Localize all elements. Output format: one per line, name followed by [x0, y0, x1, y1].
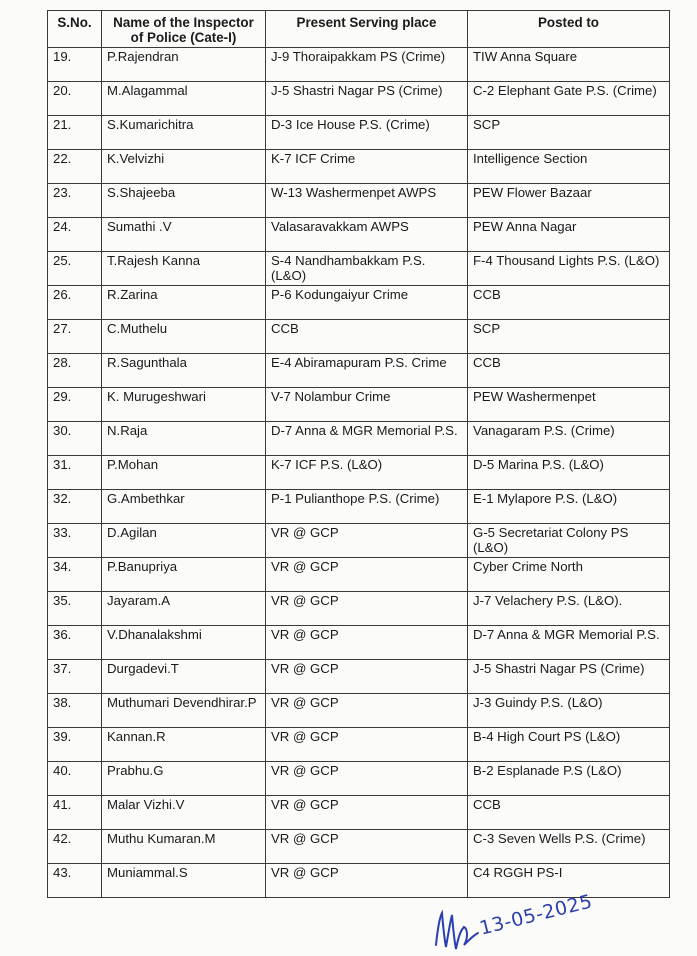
cell-inspector-name: Malar Vizhi.V	[102, 796, 266, 830]
table-row	[48, 388, 670, 422]
table-row	[48, 184, 670, 218]
cell-inspector-name: Muniammal.S	[102, 864, 266, 898]
header-sno: S.No.	[48, 11, 102, 48]
cell-present-place: VR @ GCP	[266, 626, 468, 660]
cell-posted-to: J-5 Shastri Nagar PS (Crime)	[468, 660, 670, 694]
table-row	[48, 524, 670, 558]
cell-sno: 38.	[48, 694, 102, 728]
cell-inspector-name: Sumathi .V	[102, 218, 266, 252]
cell-inspector-name: Muthumari Devendhirar.P	[102, 694, 266, 728]
table-row	[48, 626, 670, 660]
cell-inspector-name: S.Kumarichitra	[102, 116, 266, 150]
transfer-table	[47, 10, 670, 898]
table-row	[48, 660, 670, 694]
cell-inspector-name: T.Rajesh Kanna	[102, 252, 266, 286]
cell-sno: 34.	[48, 558, 102, 592]
cell-sno: 26.	[48, 286, 102, 320]
table-row	[48, 422, 670, 456]
cell-posted-to: C-2 Elephant Gate P.S. (Crime)	[468, 82, 670, 116]
cell-posted-to: C-3 Seven Wells P.S. (Crime)	[468, 830, 670, 864]
cell-inspector-name: G.Ambethkar	[102, 490, 266, 524]
table-row	[48, 558, 670, 592]
cell-posted-to: SCP	[468, 320, 670, 354]
cell-present-place: W-13 Washermenpet AWPS	[266, 184, 468, 218]
cell-present-place: J-9 Thoraipakkam PS (Crime)	[266, 48, 468, 82]
cell-sno: 42.	[48, 830, 102, 864]
table-row	[48, 218, 670, 252]
cell-posted-to: Cyber Crime North	[468, 558, 670, 592]
table-row	[48, 116, 670, 150]
table-row	[48, 490, 670, 524]
cell-present-place: VR @ GCP	[266, 728, 468, 762]
cell-sno: 43.	[48, 864, 102, 898]
cell-posted-to: G-5 Secretariat Colony PS (L&O)	[468, 524, 670, 558]
cell-present-place: VR @ GCP	[266, 592, 468, 626]
cell-inspector-name: V.Dhanalakshmi	[102, 626, 266, 660]
header-posted-to: Posted to	[468, 11, 670, 48]
cell-sno: 25.	[48, 252, 102, 286]
table-row	[48, 864, 670, 898]
cell-present-place: V-7 Nolambur Crime	[266, 388, 468, 422]
cell-posted-to: J-7 Velachery P.S. (L&O).	[468, 592, 670, 626]
table-row	[48, 48, 670, 82]
table-row	[48, 354, 670, 388]
cell-inspector-name: Prabhu.G	[102, 762, 266, 796]
cell-present-place: VR @ GCP	[266, 558, 468, 592]
cell-sno: 30.	[48, 422, 102, 456]
cell-sno: 33.	[48, 524, 102, 558]
cell-posted-to: CCB	[468, 286, 670, 320]
cell-inspector-name: R.Sagunthala	[102, 354, 266, 388]
cell-posted-to: PEW Washermenpet	[468, 388, 670, 422]
cell-present-place: CCB	[266, 320, 468, 354]
cell-posted-to: SCP	[468, 116, 670, 150]
cell-inspector-name: Jayaram.A	[102, 592, 266, 626]
table-row	[48, 252, 670, 286]
table-body	[48, 48, 670, 898]
cell-present-place: K-7 ICF Crime	[266, 150, 468, 184]
cell-posted-to: B-2 Esplanade P.S (L&O)	[468, 762, 670, 796]
cell-sno: 28.	[48, 354, 102, 388]
cell-posted-to: Vanagaram P.S. (Crime)	[468, 422, 670, 456]
cell-posted-to: E-1 Mylapore P.S. (L&O)	[468, 490, 670, 524]
cell-sno: 29.	[48, 388, 102, 422]
cell-inspector-name: D.Agilan	[102, 524, 266, 558]
cell-inspector-name: S.Shajeeba	[102, 184, 266, 218]
cell-present-place: J-5 Shastri Nagar PS (Crime)	[266, 82, 468, 116]
cell-posted-to: D-5 Marina P.S. (L&O)	[468, 456, 670, 490]
cell-present-place: VR @ GCP	[266, 864, 468, 898]
cell-inspector-name: C.Muthelu	[102, 320, 266, 354]
table-row	[48, 82, 670, 116]
cell-sno: 37.	[48, 660, 102, 694]
cell-present-place: E-4 Abiramapuram P.S. Crime	[266, 354, 468, 388]
cell-sno: 19.	[48, 48, 102, 82]
cell-posted-to: B-4 High Court PS (L&O)	[468, 728, 670, 762]
cell-inspector-name: P.Mohan	[102, 456, 266, 490]
cell-inspector-name: K.Velvizhi	[102, 150, 266, 184]
cell-sno: 36.	[48, 626, 102, 660]
table-row	[48, 728, 670, 762]
table-row	[48, 796, 670, 830]
cell-present-place: VR @ GCP	[266, 660, 468, 694]
cell-present-place: VR @ GCP	[266, 830, 468, 864]
signature-date: 13-05-2025	[477, 890, 595, 940]
cell-present-place: K-7 ICF P.S. (L&O)	[266, 456, 468, 490]
table-row	[48, 286, 670, 320]
cell-sno: 31.	[48, 456, 102, 490]
table-row	[48, 830, 670, 864]
cell-sno: 23.	[48, 184, 102, 218]
cell-inspector-name: Kannan.R	[102, 728, 266, 762]
cell-posted-to: CCB	[468, 354, 670, 388]
cell-inspector-name: P.Banupriya	[102, 558, 266, 592]
table-row	[48, 694, 670, 728]
cell-inspector-name: Durgadevi.T	[102, 660, 266, 694]
cell-present-place: VR @ GCP	[266, 694, 468, 728]
table-row	[48, 150, 670, 184]
cell-sno: 20.	[48, 82, 102, 116]
cell-present-place: VR @ GCP	[266, 762, 468, 796]
table-row	[48, 592, 670, 626]
cell-inspector-name: Muthu Kumaran.M	[102, 830, 266, 864]
cell-posted-to: PEW Flower Bazaar	[468, 184, 670, 218]
cell-sno: 27.	[48, 320, 102, 354]
cell-posted-to: TIW Anna Square	[468, 48, 670, 82]
cell-posted-to: C4 RGGH PS-I	[468, 864, 670, 898]
cell-present-place: P-1 Pulianthope P.S. (Crime)	[266, 490, 468, 524]
cell-inspector-name: M.Alagammal	[102, 82, 266, 116]
cell-present-place: VR @ GCP	[266, 524, 468, 558]
header-present-place: Present Serving place	[266, 11, 468, 48]
cell-posted-to: Intelligence Section	[468, 150, 670, 184]
cell-inspector-name: R.Zarina	[102, 286, 266, 320]
cell-present-place: S-4 Nandhambakkam P.S. (L&O)	[266, 252, 468, 286]
cell-present-place: Valasaravakkam AWPS	[266, 218, 468, 252]
cell-sno: 24.	[48, 218, 102, 252]
cell-inspector-name: K. Murugeshwari	[102, 388, 266, 422]
table-row	[48, 456, 670, 490]
cell-sno: 39.	[48, 728, 102, 762]
cell-posted-to: PEW Anna Nagar	[468, 218, 670, 252]
cell-sno: 35.	[48, 592, 102, 626]
cell-posted-to: D-7 Anna & MGR Memorial P.S.	[468, 626, 670, 660]
cell-sno: 41.	[48, 796, 102, 830]
header-name: Name of the Inspector of Police (Cate-I)	[102, 11, 266, 48]
cell-inspector-name: P.Rajendran	[102, 48, 266, 82]
cell-present-place: P-6 Kodungaiyur Crime	[266, 286, 468, 320]
cell-sno: 32.	[48, 490, 102, 524]
cell-sno: 40.	[48, 762, 102, 796]
cell-present-place: D-7 Anna & MGR Memorial P.S.	[266, 422, 468, 456]
cell-present-place: D-3 Ice House P.S. (Crime)	[266, 116, 468, 150]
cell-posted-to: CCB	[468, 796, 670, 830]
table-header-row	[48, 11, 670, 48]
cell-sno: 22.	[48, 150, 102, 184]
cell-sno: 21.	[48, 116, 102, 150]
table-row	[48, 762, 670, 796]
cell-inspector-name: N.Raja	[102, 422, 266, 456]
cell-present-place: VR @ GCP	[266, 796, 468, 830]
table-row	[48, 320, 670, 354]
cell-posted-to: J-3 Guindy P.S. (L&O)	[468, 694, 670, 728]
cell-posted-to: F-4 Thousand Lights P.S. (L&O)	[468, 252, 670, 286]
